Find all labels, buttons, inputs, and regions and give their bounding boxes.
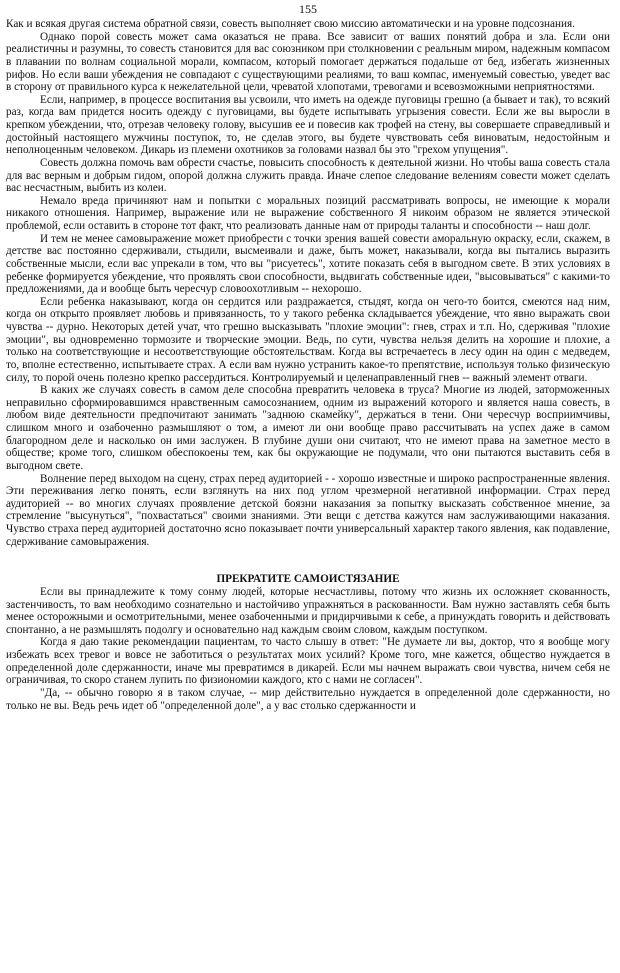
paragraph-patient-reply: Когда я даю такие рекомендации пациентам, то часто слышу в ответ: "Не думаете ли вы, доктор, что я вообще могу избежать всех тревог и вовсе не заботиться о результатах моих усилий? Кроме того, мне кажется, общество нуждается в определенной доле сдержанности, иначе мы превратимся в дикарей. Если мы начнем выражать свои чувства, ничем себя не ограничивая, то скоро станем лупить по физиономии каждого, кто с нами не согласен". [6,636,610,687]
paragraph-practice-freedom: Если вы принадлежите к тому сонму людей, которые несчастливы, потому что жизнь их осложняет скованность, застенчивость, то вам необходимо сознательно и настойчиво упражняться в раскованности. Вам нужно заставлять себя быть менее осторожными и осмотрительными, менее озабоченными и придирчивыми к себе, а принуждать говорить и действовать спонтанно, а не размышлять подолгу и основательно над каждым своим словом, каждым поступком. [6,585,610,636]
paragraph-moral-positions: Немало вреда причиняют нам и попытки с моральных позиций рассматривать вопросы, не имеющие к морали никакого отношения. Например, выражение или не выражение собственного Я никоим образом не является этической проблемой, если оставить в стороне тот факт, что реализовать данные нам от природы таланты и способности -- наш долг. [6,194,610,232]
paragraph-punished-child: Если ребенка наказывают, когда он сердится или раздражается, стыдят, когда он чего-то боится, смеются над ним, когда он открыто проявляет любовь и привязанность, то у такого ребенка складывается убеждение, что явно выражать свои чувства -- дурно. Некоторых детей учат, что грешно высказывать "плохие эмоции": гнев, страх и т.п. Но, сдерживая "плохие эмоции", вы одновременно тормозите и творческие эмоции. Ведь, по сути, чувства нельзя делить на хорошие и плохие, а только на соответствующие и несоответствующие обстоятельствам. Когда вы встречаетесь в лесу один на один с медведем, то, вполне естественно, испытываете страх. А если вам нужно устранить какое-то препятствие, используя только физическую силу, то порой очень полезно крепко рассердиться. Контролируемый и целенаправленный гнев -- важный элемент отваги. [6,295,610,384]
paragraph-buttons-example: Если, например, в процессе воспитания вы усвоили, что иметь на одежде пуговицы грешно (а бывает и так), то всякий раз, когда вам придется носить одежду с пуговицами, вы будете испытывать угрызения совести. Если же вы выросли в крепком убеждении, что, отрезав человеку голову, высушив ее и повесив как трофей на стену, вы совершаете справедливый и достойный настоящего мужчины поступок, то, не сделав этого, вы будете чувствовать себя виноватым, недостойным и неполноценным человеком. Дикарь из племени охотников за головами назвал бы это "грехом упущения". [6,93,610,157]
paragraph-feedback-system: Как и всякая другая система обратной связи, совесть выполняет свою миссию автоматически и на уровне подсознания. [6,18,575,30]
paragraph-stage-fright: Волнение перед выходом на сцену, страх перед аудиторией - - хорошо известные и широко распространенные явления. Эти переживания легко понять, если взглянуть на них под углом чрезмерной негативной информации. Страх перед аудиторией -- во многих случаях проявление детской боязни наказания за попытку высказать собственное мнение, за стремление "высунуться", "похвастаться" своими знаниями. Эти вещи с детства кажутся нам заслуживающими наказания. Чувство страха перед аудиторией достаточно ясно показывает почти универсальный характер такого явления, как подавление, сдерживание самовыражения. [6,472,610,548]
paragraph-conscience-happiness: Совесть должна помочь вам обрести счастье, повысить способность к деятельной жизни. Но чтобы ваша совесть стала для вас верным и добрым гидом, опорой должна служить правда. Иначе слепое следование велениям совести может сделать вас несчастным, выбить из колеи. [6,156,610,195]
section-spacer [6,548,610,573]
page-number: 155 [299,2,317,16]
paragraph-author-answer: "Да, -- обычно говорю я в таком случае, -- мир действительно нуждается в определенной доле сдержанности, но только не вы. Ведь речь идет об "определенной доле", а у вас столько сдержанности и [6,686,610,712]
paragraph-self-expression: И тем не менее самовыражение может приобрести с точки зрения вашей совести аморальную окраску, если, скажем, в детстве вас постоянно сдерживали, стыдили, высмеивали и даже, быть может, наказывали, когда вы пытались выразить собственные мысли, если вас упрекали в том, что вы "рисуетесь", хотите показать себя в выгодном свете. В этих условиях в ребенке формируется убеждение, что проявлять свои способности, выдвигать собственные идеи, "высовываться" с какими-то предложениями, да и вообще быть чересчур словоохотливым -- нехорошо. [6,232,610,296]
paragraph-coward: В каких же случаях совесть в самом деле способна превратить человека в труса? Многие из людей, заторможенных неправильно сформировавшимся нравственным самосознанием, одним из выражений которого и является наша совесть, в любом виде деятельности предпочитают занимать "заднюю скамейку", держаться в тени. Они чересчур восприимчивы, слишком много и озабоченно размышляют о том, а имеют ли они вообще право рассчитывать на успех даже в самом благородном деле и насколько он ими заслужен. В глубине души они считают, что не имеют права на заметное место в обществе; кроме того, слишком обеспокоены тем, как бы окружающие не подумали, что они пытаются выставить себя в выгодном свете. [6,384,610,472]
paragraph-conscience-wrong: Однако порой совесть может сама оказаться не права. Все зависит от ваших понятий добра и зла. Если они реалистичны и разумны, то совесть становится для вас союзником при столкновении с реальным миром, надежным компасом в плавании по волнам социальной морали, компасом, который помогает держаться подальше от бед, избегать жизненных рифов. Но если ваши убеждения не совпадают с существующими реалиями, то ваш компас, именуемый совестью, уведет вас в сторону от правильного курса к нежелательной цели, чреватой хлопотами, тревогами и всевозможными неприятностями. [6,30,610,94]
section-heading: ПРЕКРАТИТЕ САМОИСТЯЗАНИЕ [216,573,400,586]
